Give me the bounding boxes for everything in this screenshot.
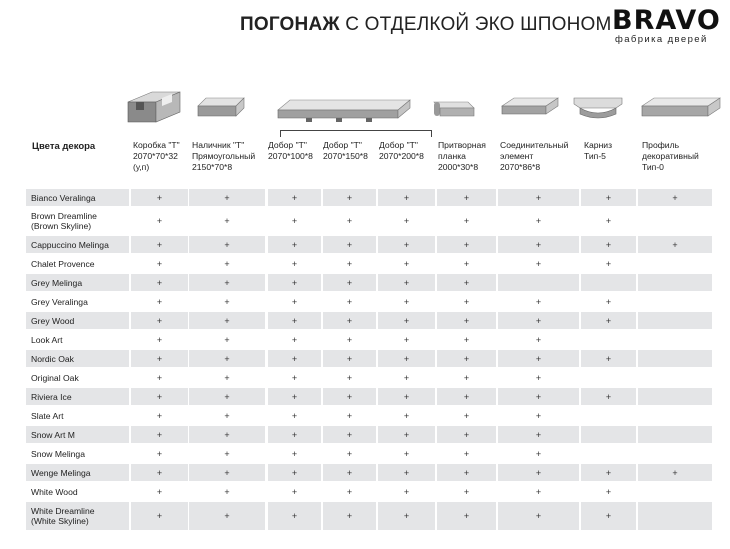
availability-cell: + (378, 464, 435, 481)
decor-color-name (26, 426, 129, 443)
availability-cell: + (291, 486, 298, 497)
availability-cell: + (131, 274, 188, 291)
availability-cell: + (346, 486, 353, 497)
availability-cell (638, 274, 712, 291)
availability-cell: + (638, 464, 712, 481)
availability-cell: + (581, 502, 636, 530)
cornice-icon (572, 94, 624, 124)
availability-cell: + (189, 464, 265, 481)
table-row (26, 236, 716, 253)
availability-cell: + (463, 296, 470, 307)
column-header-2 (192, 140, 267, 173)
availability-cell: + (378, 189, 435, 206)
availability-cell: + (535, 410, 542, 421)
availability-cell: + (463, 372, 470, 383)
availability-cell: + (403, 334, 410, 345)
availability-cell (638, 445, 712, 462)
decor-color-name (26, 312, 129, 329)
availability-cell: + (268, 236, 321, 253)
availability-cell: + (189, 189, 265, 206)
availability-cell: + (268, 464, 321, 481)
availability-cell: + (378, 502, 435, 530)
availability-cell: + (189, 426, 265, 443)
decor-color-name-line: Grey Melinga (31, 277, 83, 288)
column-header-line: Карниз (584, 140, 613, 150)
table-row (26, 426, 716, 443)
availability-cell: + (535, 372, 542, 383)
availability-cell: + (189, 388, 265, 405)
availability-cell: + (463, 334, 470, 345)
availability-cell: + (291, 296, 298, 307)
availability-cell: + (323, 502, 376, 530)
availability-cell: + (403, 296, 410, 307)
availability-cell: + (323, 464, 376, 481)
table-row (26, 483, 716, 500)
decor-color-name (26, 189, 129, 206)
availability-cell: + (346, 216, 353, 226)
availability-cell: + (323, 388, 376, 405)
availability-cell: + (498, 502, 579, 530)
availability-cell: + (291, 216, 298, 226)
decor-color-name (26, 502, 129, 530)
column-header-4 (323, 140, 378, 162)
availability-cell: + (535, 296, 542, 307)
column-header-line: Тип-0 (642, 162, 664, 172)
availability-cell: + (437, 236, 496, 253)
availability-cell: + (403, 216, 410, 226)
decor-color-name (26, 407, 129, 424)
table-row (26, 293, 716, 310)
availability-cell: + (437, 350, 496, 367)
availability-cell: + (403, 448, 410, 459)
availability-cell: + (189, 350, 265, 367)
brand-name: BRAVO (612, 5, 721, 36)
availability-cell: + (224, 486, 230, 497)
decor-color-name-line: Nordic Oak (31, 353, 74, 364)
decor-color-name-line: Brown Dreamline (31, 211, 97, 221)
decor-color-name-line: Grey Wood (31, 315, 75, 326)
column-header-9 (642, 140, 712, 173)
availability-cell: + (268, 189, 321, 206)
availability-cell: + (498, 388, 579, 405)
availability-cell: + (535, 448, 542, 459)
decorative-profile-icon (640, 96, 722, 124)
availability-cell: + (378, 312, 435, 329)
availability-cell (638, 350, 712, 367)
availability-cell: + (323, 426, 376, 443)
availability-cell: + (268, 350, 321, 367)
decor-color-name-line: Snow Melinga (31, 448, 85, 459)
availability-cell: + (346, 296, 353, 307)
column-header-line: 2070*200*8 (379, 151, 424, 161)
column-header-5 (379, 140, 435, 162)
column-header-line: 2150*70*8 (192, 162, 233, 172)
table-row (26, 407, 716, 424)
availability-cell: + (268, 426, 321, 443)
availability-cell: + (463, 486, 470, 497)
availability-cell: + (581, 464, 636, 481)
availability-cell: + (268, 388, 321, 405)
decor-color-name-line: Grey Veralinga (31, 296, 88, 307)
availability-cell: + (403, 372, 410, 383)
column-header-line: Наличник "Т" (192, 140, 245, 150)
availability-cell: + (291, 448, 298, 459)
decor-color-name (26, 369, 129, 386)
availability-cell: + (346, 334, 353, 345)
table-row (26, 331, 716, 348)
availability-cell: + (224, 258, 230, 269)
availability-cell: + (346, 448, 353, 459)
availability-cell: + (498, 464, 579, 481)
availability-cell: + (323, 312, 376, 329)
decor-color-name-line: Cappuccino Melinga (31, 239, 109, 250)
availability-cell: + (291, 372, 298, 383)
availability-cell: + (268, 312, 321, 329)
availability-cell: + (291, 258, 298, 269)
availability-cell: + (498, 426, 579, 443)
column-header-line: 2070*86*8 (500, 162, 541, 172)
availability-cell: + (535, 486, 542, 497)
column-header-line: Добор "Т" (268, 140, 307, 150)
decor-color-name (26, 236, 129, 253)
decor-colors-header: Цвета декора (32, 141, 96, 152)
decor-color-name (26, 293, 129, 310)
availability-cell: + (605, 486, 612, 497)
availability-cell: + (131, 388, 188, 405)
decor-color-name-line: Chalet Provence (31, 258, 95, 269)
decor-color-name-line: White Wood (31, 486, 78, 497)
extension-board-icon (276, 98, 412, 128)
column-header-line: 2070*150*8 (323, 151, 368, 161)
availability-cell: + (378, 274, 435, 291)
availability-cell (581, 407, 636, 424)
availability-cell: + (581, 312, 636, 329)
availability-cell: + (131, 189, 188, 206)
decor-color-name (26, 255, 129, 272)
decor-color-name-line: Snow Art M (31, 429, 75, 440)
availability-cell: + (437, 274, 496, 291)
availability-cell: + (224, 216, 230, 226)
availability-cell: + (156, 448, 163, 459)
availability-cell: + (581, 189, 636, 206)
decor-color-name (26, 274, 129, 291)
availability-cell: + (291, 410, 298, 421)
column-header-line: Профиль (642, 140, 680, 150)
availability-cell (638, 293, 712, 310)
column-header-7 (500, 140, 582, 173)
decor-color-name-line: Riviera Ice (31, 391, 72, 402)
availability-cell (638, 502, 712, 530)
title-bold: ПОГОНАЖ (240, 14, 340, 35)
availability-cell: + (156, 372, 163, 383)
availability-cell: + (498, 189, 579, 206)
column-header-line: Соединительный (500, 140, 569, 150)
availability-cell: + (378, 350, 435, 367)
availability-cell: + (498, 312, 579, 329)
availability-cell: + (189, 236, 265, 253)
decor-color-name-line: Bianco Veralinga (31, 192, 96, 203)
column-header-line: Прямоугольный (192, 151, 256, 161)
decor-color-name-line: Look Art (31, 334, 63, 345)
availability-cell: + (437, 189, 496, 206)
availability-cell: + (378, 426, 435, 443)
availability-cell: + (131, 502, 188, 530)
page-title (240, 14, 612, 36)
decor-color-name (26, 445, 129, 462)
availability-cell: + (131, 312, 188, 329)
brand-logo (612, 5, 721, 45)
availability-cell: + (378, 236, 435, 253)
availability-cell: + (131, 426, 188, 443)
availability-cell: + (189, 274, 265, 291)
availability-cell: + (323, 236, 376, 253)
column-header-8 (584, 140, 640, 162)
availability-cell (581, 369, 636, 386)
column-header-line: Коробка "Т" (133, 140, 180, 150)
decor-color-name (26, 331, 129, 348)
availability-cell (638, 388, 712, 405)
availability-cell: + (535, 216, 542, 226)
availability-cell: + (437, 388, 496, 405)
availability-cell (638, 407, 712, 424)
decor-color-name (26, 207, 129, 235)
availability-cell: + (156, 410, 163, 421)
column-header-3 (268, 140, 323, 162)
availability-cell: + (323, 274, 376, 291)
column-header-line: (у,п) (133, 162, 150, 172)
decor-color-name (26, 464, 129, 481)
column-header-line: Добор "Т" (323, 140, 362, 150)
availability-cell (581, 274, 636, 291)
availability-cell: + (268, 502, 321, 530)
availability-cell: + (346, 258, 353, 269)
availability-cell: + (346, 410, 353, 421)
availability-cell: + (463, 448, 470, 459)
availability-cell: + (323, 350, 376, 367)
table-row (26, 255, 716, 272)
decor-color-name-line: Wenge Melinga (31, 467, 91, 478)
table-row (26, 388, 716, 405)
decor-color-name (26, 388, 129, 405)
decor-color-name-line: Original Oak (31, 372, 79, 383)
availability-cell: + (437, 464, 496, 481)
availability-cell: + (131, 350, 188, 367)
column-header-line: 2070*70*32 (133, 151, 178, 161)
column-header-line: Добор "Т" (379, 140, 418, 150)
column-header-line: элемент (500, 151, 534, 161)
table-row (26, 274, 716, 291)
availability-cell: + (535, 334, 542, 345)
column-header-line: декоративный (642, 151, 699, 161)
casing-profile-icon (196, 96, 246, 120)
availability-cell: + (581, 388, 636, 405)
column-header-6 (438, 140, 498, 173)
column-header-1 (133, 140, 193, 173)
availability-cell: + (156, 486, 163, 497)
availability-cell: + (498, 350, 579, 367)
availability-cell: + (224, 296, 230, 307)
availability-cell: + (605, 216, 612, 226)
table-row (26, 207, 716, 235)
column-header-line: планка (438, 151, 466, 161)
availability-cell: + (189, 312, 265, 329)
availability-cell: + (498, 236, 579, 253)
availability-cell: + (224, 334, 230, 345)
availability-cell: + (605, 296, 612, 307)
availability-cell (638, 483, 712, 500)
availability-cell (638, 426, 712, 443)
availability-cell: + (131, 236, 188, 253)
availability-cell: + (605, 258, 612, 269)
availability-cell: + (403, 258, 410, 269)
availability-cell (638, 255, 712, 272)
availability-cell: + (156, 296, 163, 307)
column-header-line: Тип-5 (584, 151, 606, 161)
extension-group-bracket (280, 130, 432, 137)
column-header-line: Притворная (438, 140, 486, 150)
availability-cell (498, 274, 579, 291)
availability-cell (581, 331, 636, 348)
availability-cell: + (437, 426, 496, 443)
table-row (26, 312, 716, 329)
availability-cell: + (156, 334, 163, 345)
availability-cell (638, 331, 712, 348)
table-row (26, 189, 716, 206)
availability-cell: + (346, 372, 353, 383)
availability-cell (638, 207, 712, 235)
astragal-strip-icon (430, 96, 478, 120)
availability-cell: + (581, 236, 636, 253)
availability-cell: + (156, 258, 163, 269)
decor-color-name (26, 350, 129, 367)
decor-color-name-line: Slate Art (31, 410, 64, 421)
availability-cell: + (535, 258, 542, 269)
availability-cell: + (403, 410, 410, 421)
decor-color-name-line: (Brown Skyline) (31, 221, 92, 231)
table-row (26, 502, 716, 530)
connector-element-icon (500, 96, 560, 122)
door-frame-profile-icon (124, 88, 184, 126)
title-rest: С ОТДЕЛКОЙ ЭКО ШПОНОМ (339, 14, 612, 35)
availability-cell: + (323, 189, 376, 206)
table-row (26, 464, 716, 481)
availability-cell: + (463, 410, 470, 421)
availability-cell: + (638, 189, 712, 206)
availability-cell: + (463, 258, 470, 269)
availability-cell: + (291, 334, 298, 345)
availability-cell: + (437, 502, 496, 530)
availability-cell (581, 426, 636, 443)
decor-color-name (26, 483, 129, 500)
availability-cell: + (463, 216, 470, 226)
column-header-line: 2070*100*8 (268, 151, 313, 161)
availability-cell: + (437, 312, 496, 329)
availability-cell: + (268, 274, 321, 291)
availability-cell: + (131, 464, 188, 481)
availability-cell: + (189, 502, 265, 530)
decor-color-name-line: White Dreamline (31, 506, 95, 516)
availability-cell (638, 369, 712, 386)
decor-color-name-line: (White Skyline) (31, 516, 89, 526)
availability-cell: + (156, 216, 163, 226)
availability-cell (581, 445, 636, 462)
column-header-line: 2000*30*8 (438, 162, 479, 172)
availability-cell: + (638, 236, 712, 253)
availability-cell: + (224, 448, 230, 459)
availability-cell (638, 312, 712, 329)
availability-cell: + (378, 388, 435, 405)
table-row (26, 369, 716, 386)
table-row (26, 350, 716, 367)
availability-cell: + (581, 350, 636, 367)
availability-cell: + (224, 372, 230, 383)
availability-cell: + (224, 410, 230, 421)
table-row (26, 445, 716, 462)
availability-cell: + (403, 486, 410, 497)
brand-subtitle: фабрика дверей (615, 34, 708, 45)
